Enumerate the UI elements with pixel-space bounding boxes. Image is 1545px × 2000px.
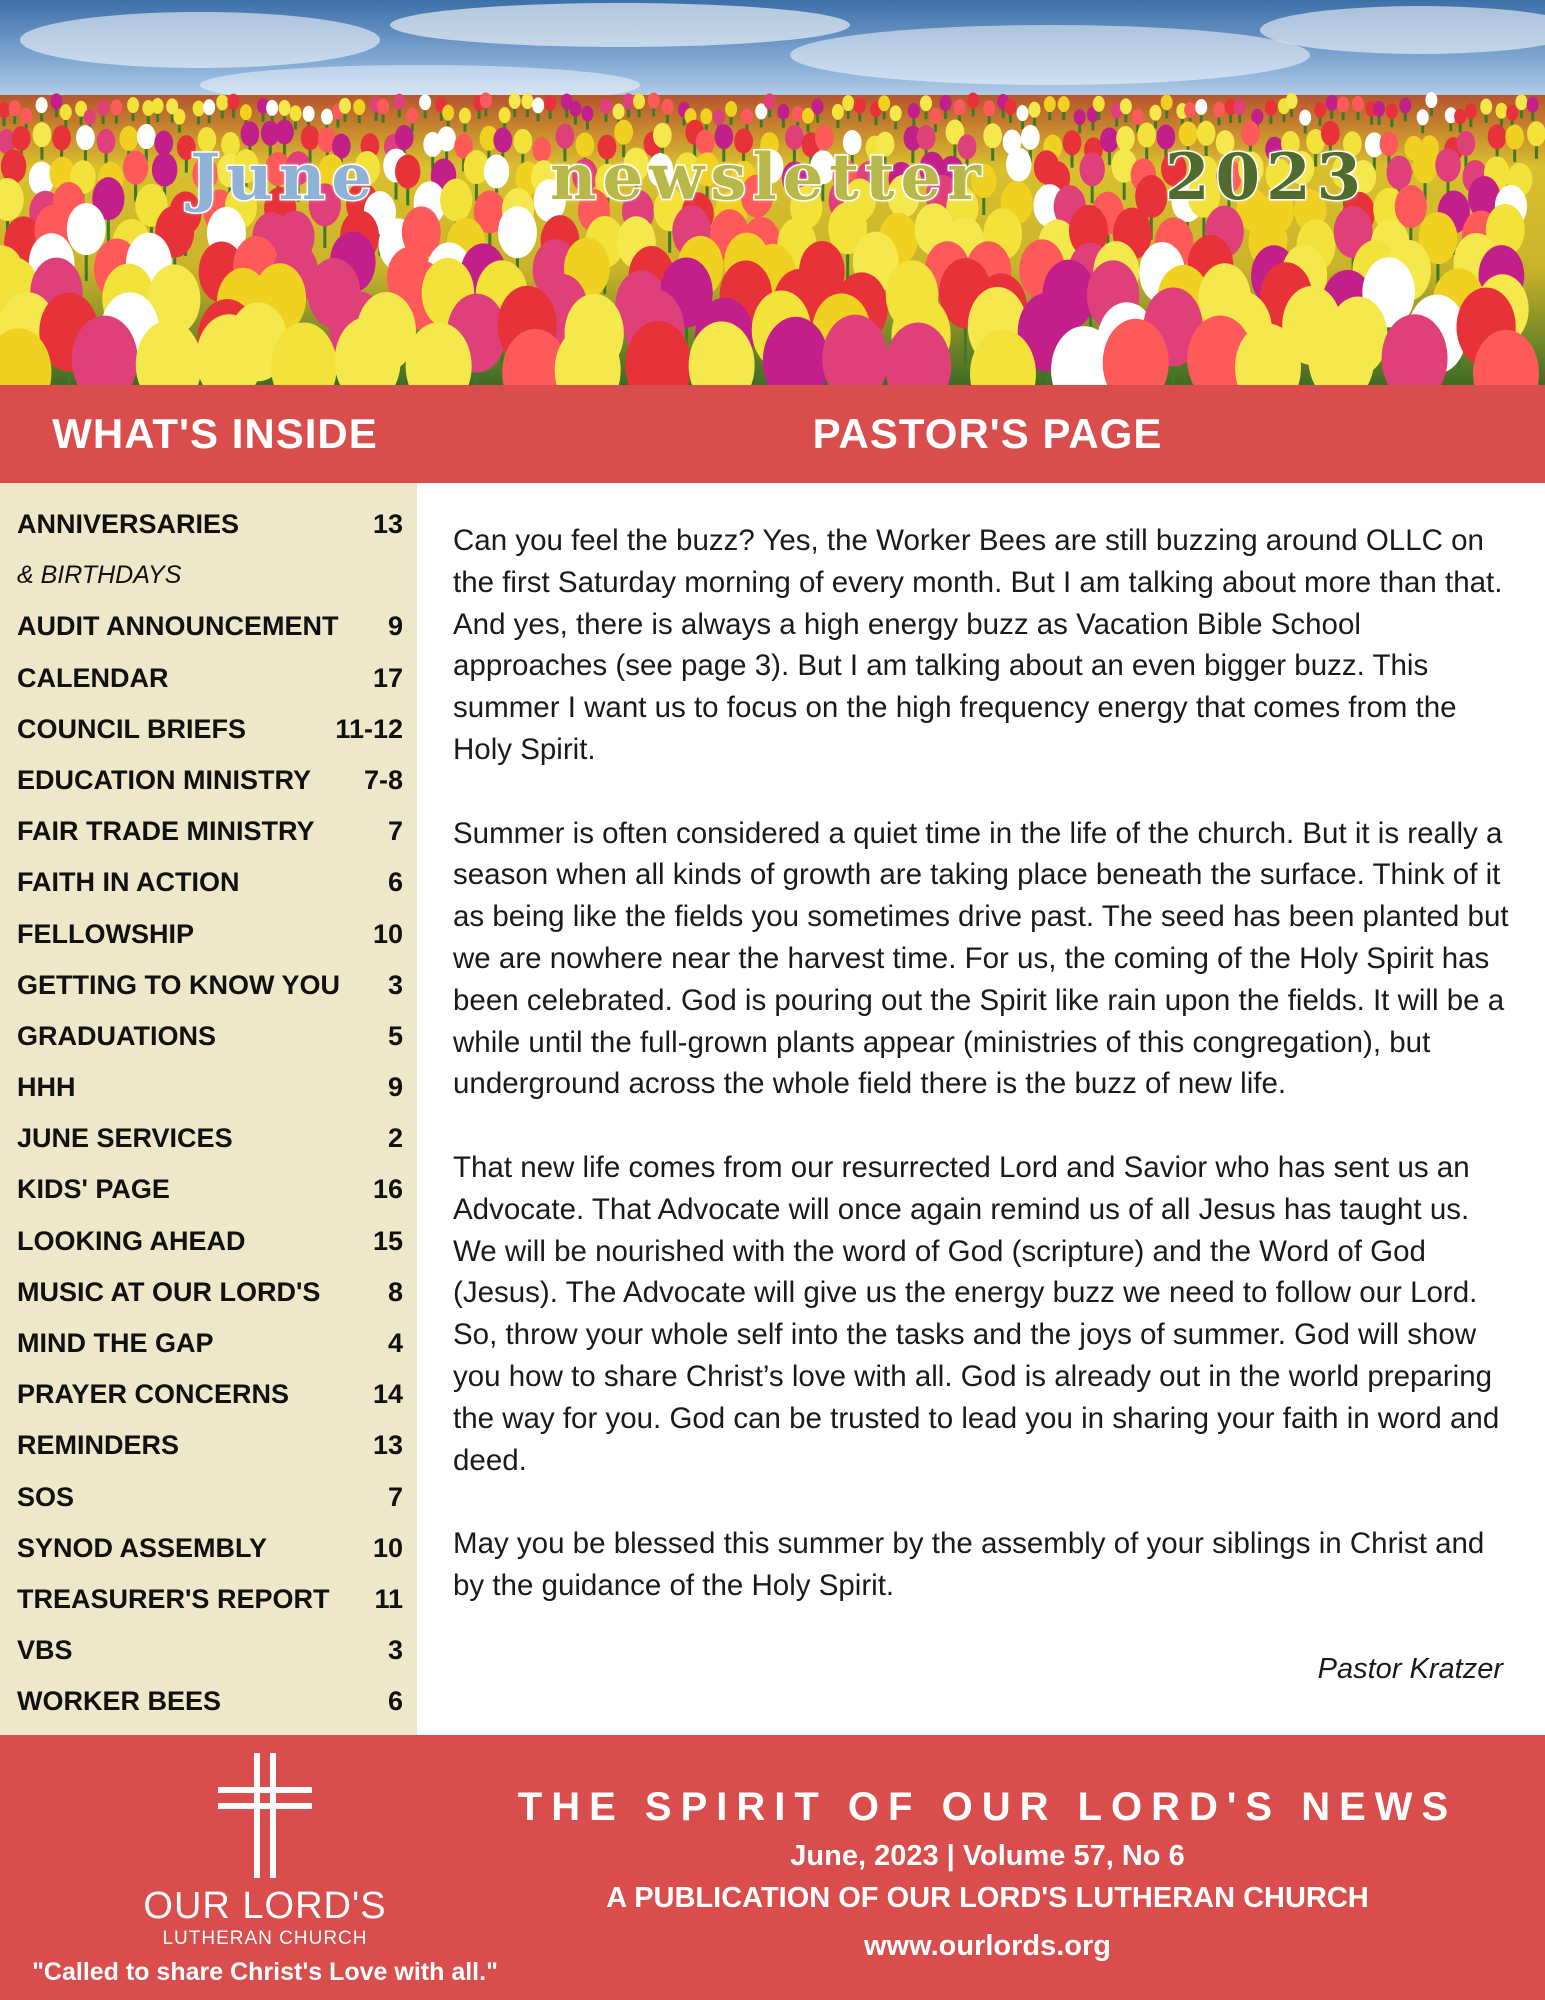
tulip-bloom (60, 104, 72, 120)
toc-item (17, 759, 403, 810)
toc-label: SYNOD ASSEMBLY (17, 1532, 268, 1563)
toc-item (17, 1066, 403, 1117)
toc-page: 16 (372, 1174, 403, 1205)
tulip-bloom (240, 104, 252, 120)
toc-item (17, 1168, 403, 1219)
tulip-bloom (764, 93, 776, 109)
header-banner (0, 0, 1545, 385)
article-paragraph: May you be blessed this summer by the assembly of your siblings in Christ and by the guidance of the Holy Spirit. (453, 1527, 1485, 1602)
toc-label: HHH (17, 1072, 76, 1103)
toc-item (17, 1220, 403, 1271)
tulip-bloom (878, 95, 890, 111)
tulip-bloom (1386, 103, 1398, 119)
tulip-bloom (1480, 99, 1492, 115)
toc-item (17, 1680, 403, 1731)
toc-label: SOS (17, 1481, 75, 1512)
banner-newsletter-word: newsletter (550, 140, 987, 215)
tulip-bloom (459, 108, 471, 124)
tulip-bloom (406, 108, 418, 124)
tulip-bloom (36, 97, 48, 113)
toc-page: 11-12 (335, 713, 403, 744)
tulip-bloom (1120, 98, 1132, 114)
toc-label: ANNIVERSARIES (17, 509, 240, 539)
toc-item (17, 708, 403, 759)
toc-page: 10 (372, 918, 403, 949)
tulip-bloom (1005, 99, 1017, 115)
toc-item (17, 1476, 403, 1527)
tulip-bloom (792, 106, 804, 122)
tulip-bloom (97, 100, 109, 116)
toc-label: CALENDAR (17, 662, 169, 693)
whats-inside-heading: WHAT'S INSIDE (52, 410, 378, 457)
toc-page: 5 (387, 1020, 403, 1051)
article-paragraph: Summer is often considered a quiet time in the life of the church. But it is really a season when all kinds of growth are taking place beneath the surface. Think of it as being like the fields you sometimes drive past. The seed has been planted but we are nowhere near the harvest time. For us, the coming of the Holy Spirit has been celebrated. God is pouring out the Spirit like rain upon the fields. It will be a while until the full-grown plants appear (ministries of this congregation), but underground across the whole field there is the buzz of new life. (453, 816, 1509, 1101)
article-paragraph: That new life comes from our resurrected Lord and Savior who has sent us an Advocate. That Advocate will once again remind us of all Jesus has taught us. We will be nourished with the word of God (scripture) and the Word of God (Jesus). The Advocate will give us the energy buzz we need to follow our Lord. So, throw your whole self into the tasks and the joys of summer. God will show you how to share Christ’s love with all. God is already out in the world preparing the way for you. God can be trusted to lead you in sharing your faith in word and deed. (453, 1150, 1500, 1477)
table-of-contents (0, 483, 417, 1735)
toc-item (17, 1578, 403, 1629)
church-logo-name: OUR LORD'S (143, 1885, 387, 1927)
toc-page: 14 (372, 1379, 403, 1410)
toc-page: 4 (387, 1328, 403, 1358)
tulip-bloom (377, 98, 389, 114)
tulip-bloom (954, 99, 966, 115)
toc-item (17, 1629, 403, 1680)
toc-page: 8 (387, 1276, 403, 1307)
toc-item (17, 1424, 403, 1475)
toc-label: FAITH IN ACTION (17, 867, 240, 898)
tulip-bloom (1074, 109, 1086, 125)
footer (0, 1735, 1545, 2000)
toc-label: LOOKING AHEAD (17, 1225, 246, 1256)
tulip-bloom (1149, 105, 1161, 121)
tulip-bloom (623, 93, 635, 109)
church-logo-subtitle: LUTHERAN CHURCH (162, 1928, 368, 1949)
article-signature: Pastor Kratzer (1317, 1653, 1503, 1685)
tulip-bloom (929, 108, 941, 124)
tulip-bloom (544, 95, 556, 111)
section-header-bar (0, 385, 1545, 483)
tulip-bloom (854, 98, 866, 114)
tulip-bloom (1195, 99, 1207, 115)
tulip-bloom (1184, 102, 1196, 118)
tulip-bloom (1337, 96, 1349, 112)
tulip-bloom (1093, 96, 1105, 112)
toc-page: 9 (387, 1072, 403, 1103)
toc-item (17, 1373, 403, 1424)
tulip-bloom (1028, 102, 1040, 118)
toc-label: COUNCIL BRIEFS (17, 713, 247, 744)
tulip-bloom (600, 98, 612, 114)
toc-label: MIND THE GAP (17, 1328, 214, 1358)
tulip-bloom (110, 100, 122, 116)
tulip-bloom (290, 105, 302, 121)
tulip-bloom (633, 93, 645, 109)
tulip-bloom (1044, 96, 1056, 112)
tulip-bloom (84, 109, 96, 125)
tulip-bloom (227, 94, 239, 110)
toc-page: 17 (372, 662, 403, 693)
toc-list (17, 503, 403, 1732)
tulip-bloom (1326, 95, 1338, 111)
toc-label: TREASURER'S REPORT (17, 1583, 330, 1614)
tulip-bloom (20, 108, 32, 124)
tulip-bloom (1527, 97, 1539, 113)
toc-label: PRAYER CONCERNS (17, 1379, 290, 1410)
toc-page: 7 (387, 1481, 403, 1512)
banner-title (0, 140, 1545, 220)
tulip-bloom (777, 104, 789, 120)
toc-label: EDUCATION MINISTRY (17, 764, 311, 795)
tulip-bloom (480, 92, 492, 108)
tulip-bloom (1058, 96, 1070, 112)
toc-item (17, 1117, 403, 1168)
publication-website-link[interactable]: www.ourlords.org (863, 1930, 1112, 1962)
tulip-bloom (499, 107, 511, 123)
tulip-bloom (419, 94, 431, 110)
toc-page: 9 (387, 611, 403, 642)
tulip-bloom (127, 97, 139, 113)
tulip-bloom (741, 108, 753, 124)
tulip-bloom (1399, 97, 1411, 113)
publication-title: THE SPIRIT OF OUR LORD'S NEWS (517, 1785, 1458, 1829)
tulip-bloom (442, 105, 454, 121)
banner-month: June (190, 140, 379, 215)
toc-page: 2 (387, 1123, 403, 1154)
tulip-bloom (1425, 92, 1437, 108)
tulip-bloom (9, 100, 21, 116)
tulip-bloom (1265, 100, 1277, 116)
toc-label: FAIR TRADE MINISTRY (17, 816, 315, 847)
tulip-bloom (1161, 94, 1173, 110)
toc-label: JUNE SERVICES (17, 1123, 233, 1154)
tulip-bloom (1132, 109, 1144, 125)
toc-item (17, 1527, 403, 1578)
toc-page: 7 (387, 816, 403, 847)
article-paragraph: Can you feel the buzz? Yes, the Worker Bees are still buzzing around OLLC on the first Saturday morning of every month. But I am talking about more than that. And yes, there is always a high energy buzz as Vacation Bible School approaches (see page 3). But I am talking about an even bigger buzz. This summer I want us to focus on the high frequency energy that comes from the Holy Spirit. (453, 524, 1503, 766)
tulip-bloom (725, 101, 737, 117)
tulip-bloom (50, 93, 62, 109)
tulip-bloom (700, 108, 712, 124)
toc-label: REMINDERS (17, 1430, 180, 1461)
tulip-bloom (1496, 103, 1508, 119)
tulip-bloom (1017, 105, 1029, 121)
tulip-bloom (713, 109, 725, 125)
toc-label: WORKER BEES (17, 1686, 222, 1717)
tulip-bloom (1506, 105, 1518, 121)
tulip-bloom (339, 98, 351, 114)
toc-page: 13 (372, 1430, 403, 1461)
toc-label: MUSIC AT OUR LORD'S (17, 1276, 321, 1307)
toc-item (17, 1015, 403, 1066)
toc-page: 3 (387, 969, 403, 1000)
tulip-bloom (812, 99, 824, 115)
toc-item (17, 913, 403, 964)
toc-label: GRADUATIONS (17, 1020, 216, 1051)
tulip-bloom (1234, 99, 1246, 115)
toc-label: AUDIT ANNOUNCEMENT (17, 611, 339, 642)
toc-label: VBS (17, 1635, 73, 1666)
tulip-bloom (521, 93, 533, 109)
toc-label: GETTING TO KNOW YOU (17, 969, 341, 1000)
tulip-bloom (832, 104, 844, 120)
tulip-bloom (842, 95, 854, 111)
tulip-bloom (353, 99, 365, 115)
tulip-bloom (1465, 103, 1477, 119)
publication-issue: June, 2023 | Volume 57, No 6 (790, 1840, 1185, 1872)
toc-item (17, 1271, 403, 1322)
banner-year: 2023 (1165, 140, 1368, 215)
tulip-bloom (321, 109, 333, 125)
tulip-bloom (569, 101, 581, 117)
tulip-bloom (1417, 109, 1429, 125)
tulip-bloom (203, 99, 215, 115)
tulip-bloom (1314, 102, 1326, 118)
tulip-bloom (1352, 96, 1364, 112)
tulip-bloom (266, 100, 278, 116)
toc-page: 7-8 (363, 764, 403, 795)
toc-page: 15 (372, 1225, 403, 1256)
tulip-bloom (509, 93, 521, 109)
tulip-bloom (1515, 94, 1527, 110)
toc-item (17, 554, 403, 605)
toc-page: 6 (387, 1686, 403, 1717)
tulip-bloom (983, 100, 995, 116)
tulip-bloom (193, 100, 205, 116)
tulip-bloom (940, 95, 952, 111)
tulip-bloom (802, 108, 814, 124)
tulip-bloom (393, 94, 405, 110)
tulip-bloom (890, 105, 902, 121)
church-tagline: "Called to share Christ's Love with all." (32, 1958, 498, 1986)
toc-item (17, 657, 403, 708)
toc-page: 11 (374, 1583, 403, 1614)
tulip-bloom (1373, 101, 1385, 117)
tulip-bloom (1213, 101, 1225, 117)
tulip-bloom (279, 100, 291, 116)
tulip-bloom (152, 98, 164, 114)
toc-label: & BIRTHDAYS (17, 561, 182, 590)
tulip-bloom (1454, 108, 1466, 124)
tulip-bloom (613, 104, 625, 120)
cross-icon (210, 1753, 320, 1878)
tulip-bloom (920, 95, 932, 111)
tulip-bloom (532, 97, 544, 113)
pastors-page-heading: PASTOR'S PAGE (812, 410, 1163, 457)
tulip-bloom (216, 94, 228, 110)
tulip-bloom (173, 109, 185, 125)
tulip-bloom (661, 99, 673, 115)
tulip-bloom (1286, 93, 1298, 109)
toc-label: FELLOWSHIP (17, 918, 194, 949)
publication-organization: A PUBLICATION OF OUR LORD'S LUTHERAN CHURCH (606, 1882, 1369, 1914)
tulip-bloom (581, 106, 593, 122)
toc-page: 10 (372, 1532, 403, 1563)
toc-page: 3 (387, 1635, 403, 1666)
tulip-bloom (967, 92, 979, 108)
toc-item (17, 1322, 403, 1373)
toc-item (17, 605, 403, 656)
pastors-page-article (453, 520, 1521, 1607)
tulip-bloom (908, 103, 920, 119)
toc-page: 13 (372, 509, 403, 539)
toc-item (17, 964, 403, 1015)
toc-item (17, 861, 403, 912)
toc-page: 6 (387, 867, 403, 898)
toc-label: KIDS' PAGE (17, 1174, 170, 1205)
tulip-bloom (1299, 110, 1311, 126)
toc-item (17, 503, 403, 554)
tulip-bloom (303, 106, 315, 122)
tulip-bloom (648, 93, 660, 109)
toc-item (17, 810, 403, 861)
